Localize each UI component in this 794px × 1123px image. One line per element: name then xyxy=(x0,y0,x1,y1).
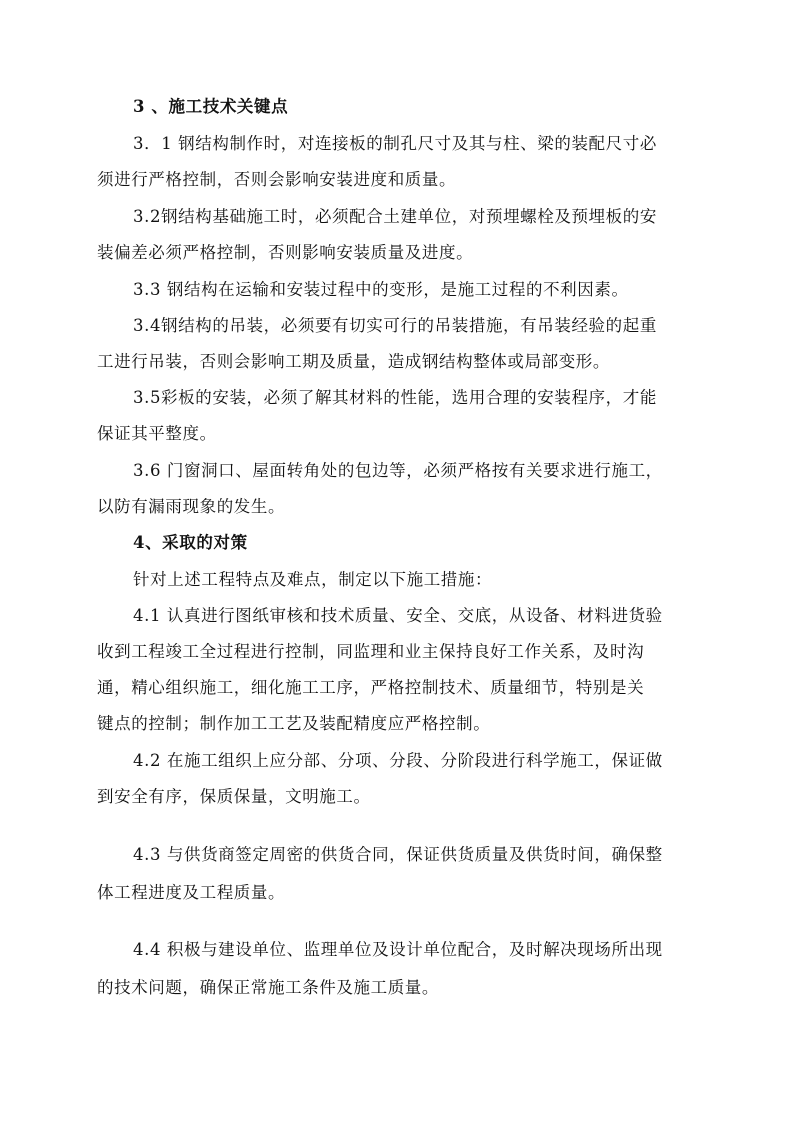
intro-paragraph: 针对上述工程特点及难点，制定以下施工措施： xyxy=(133,570,493,589)
paragraph-3-5-line-2: 保证其平整度。 xyxy=(97,424,217,443)
paragraph-4-1-line-3: 通，精心组织施工，细化施工工序，严格控制技术、质量细节，特别是关 xyxy=(97,678,645,697)
paragraph-4-3-line-1: 4.3 与供货商签定周密的供货合同，保证供货质量及供货时间，确保整 xyxy=(133,845,663,864)
paragraph-3-1-line-1: 3．1 钢结构制作时，对连接板的制孔尺寸及其与柱、梁的装配尺寸必 xyxy=(133,134,657,153)
paragraph-4-1-line-2: 收到工程竣工全过程进行控制，同监理和业主保持良好工作关系，及时沟 xyxy=(97,642,645,661)
paragraph-4-3-line-2: 体工程进度及工程质量。 xyxy=(97,883,286,902)
paragraph-3-5-line-1: 3.5彩板的安装，必须了解其材料的性能，选用合理的安装程序，才能 xyxy=(133,388,657,407)
paragraph-4-4-line-2: 的技术问题，确保正常施工条件及施工质量。 xyxy=(97,978,439,997)
paragraph-3-4-line-1: 3.4钢结构的吊装，必须要有切实可行的吊装措施，有吊装经验的起重 xyxy=(133,316,657,335)
paragraph-3-4-line-2: 工进行吊装，否则会影响工期及质量，造成钢结构整体或局部变形。 xyxy=(97,352,610,371)
paragraph-3-3-line-1: 3.3 钢结构在运输和安装过程中的变形，是施工过程的不利因素。 xyxy=(133,280,629,299)
paragraph-3-2-line-2: 装偏差必须严格控制，否则影响安装质量及进度。 xyxy=(97,243,474,262)
paragraph-3-6-line-1: 3.6 门窗洞口、屋面转角处的包边等，必须严格按有关要求进行施工， xyxy=(133,461,663,480)
paragraph-4-1-line-1: 4.1 认真进行图纸审核和技术质量、安全、交底，从设备、材料进货验 xyxy=(133,606,663,625)
section-heading-3: 3 、施工技术关键点 xyxy=(133,97,289,116)
paragraph-3-2-line-1: 3.2钢结构基础施工时，必须配合土建单位，对预埋螺栓及预埋板的安 xyxy=(133,207,657,226)
paragraph-3-1-line-2: 须进行严格控制，否则会影响安装进度和质量。 xyxy=(97,170,457,189)
paragraph-4-2-line-2: 到安全有序，保质保量，文明施工。 xyxy=(97,787,371,806)
paragraph-3-6-line-2: 以防有漏雨现象的发生。 xyxy=(97,497,286,516)
paragraph-4-2-line-1: 4.2 在施工组织上应分部、分项、分段、分阶段进行科学施工，保证做 xyxy=(133,751,663,770)
paragraph-4-4-line-1: 4.4 积极与建设单位、监理单位及设计单位配合，及时解决现场所出现 xyxy=(133,940,663,959)
section-heading-4: 4、采取的对策 xyxy=(133,533,248,552)
paragraph-4-1-line-4: 键点的控制；制作加工工艺及装配精度应严格控制。 xyxy=(97,714,491,733)
